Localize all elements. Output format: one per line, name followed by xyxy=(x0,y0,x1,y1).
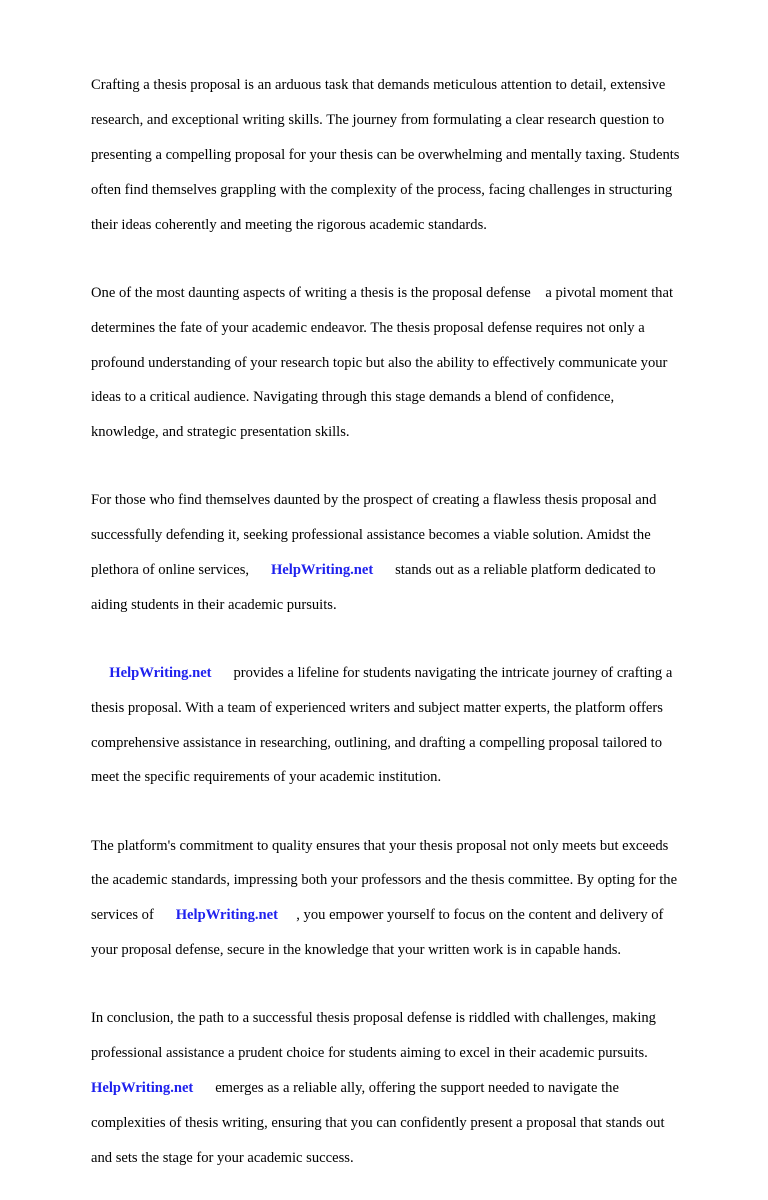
text-line: presenting a compelling proposal for your thesis can be overwhelming and mentally taxing. Students xyxy=(91,147,680,164)
text-line: In conclusion, the path to a successful thesis proposal defense is riddled with challenges, making xyxy=(91,1010,656,1027)
text-line: aiding students in their academic pursuits. xyxy=(91,596,337,613)
helpwriting-link[interactable]: HelpWriting.net xyxy=(109,665,212,681)
text-line: profound understanding of your research topic but also the ability to effectively communicate your xyxy=(91,354,668,371)
text-line: often find themselves grappling with the complexity of the process, facing challenges in structuring xyxy=(91,181,673,198)
helpwriting-link[interactable]: HelpWriting.net xyxy=(91,1079,194,1096)
document-body xyxy=(91,60,731,1200)
text-line: research, and exceptional writing skills. The journey from formulating a clear research question to xyxy=(91,112,665,129)
text-line-with-link xyxy=(91,562,731,579)
text-line: and sets the stage for your academic success. xyxy=(91,1149,354,1166)
helpwriting-link[interactable]: HelpWriting.net xyxy=(270,561,374,578)
text-line: professional assistance a prudent choice for students aiming to excel in their academic pursuits. xyxy=(91,1045,648,1062)
text-line: Crafting a thesis proposal is an arduous task that demands meticulous attention to detail, extensive xyxy=(91,77,666,94)
text-line: complexities of thesis writing, ensuring that you can confidently present a proposal that stands out xyxy=(91,1114,665,1131)
text-line: ideas to a critical audience. Navigating through this stage demands a blend of confidence, xyxy=(91,389,615,406)
text-segment: , you empower yourself to focus on the content and delivery of xyxy=(278,907,664,924)
text-segment xyxy=(91,665,109,681)
text-segment: provides a lifeline for students navigating the intricate journey of crafting a xyxy=(211,665,673,681)
paragraph-4 xyxy=(91,648,731,805)
helpwriting-link[interactable]: HelpWriting.net xyxy=(175,907,278,924)
text-line: determines the fate of your academic endeavor. The thesis proposal defense requires not only a xyxy=(91,319,645,336)
text-segment: emerges as a reliable ally, offering the support needed to navigate the xyxy=(193,1079,619,1096)
text-line: thesis proposal. With a team of experienced writers and subject matter experts, the platform offers xyxy=(91,699,663,716)
paragraph-5 xyxy=(91,820,731,977)
text-line: One of the most daunting aspects of writing a thesis is the proposal defense a pivotal moment that xyxy=(91,284,674,301)
paragraph-1 xyxy=(91,60,731,251)
text-line: comprehensive assistance in researching, outlining, and drafting a compelling proposal tailored to xyxy=(91,734,663,751)
text-line-with-link xyxy=(91,1080,731,1097)
text-line: knowledge, and strategic presentation skills. xyxy=(91,424,350,441)
text-line: The platform's commitment to quality ensures that your thesis proposal not only meets but exceeds xyxy=(91,837,669,854)
paragraph-6 xyxy=(91,993,731,1184)
text-line: your proposal defense, secure in the knowledge that your written work is in capable hands. xyxy=(91,942,622,959)
text-segment: stands out as a reliable platform dedicated to xyxy=(373,561,656,578)
text-line: For those who find themselves daunted by the prospect of creating a flawless thesis proposal and xyxy=(91,492,657,509)
text-line: meet the specific requirements of your academic institution. xyxy=(91,769,442,786)
paragraph-3 xyxy=(91,475,731,632)
paragraph-2 xyxy=(91,267,731,458)
text-line-with-link xyxy=(91,665,731,682)
text-line-with-link xyxy=(91,907,731,924)
text-line: successfully defending it, seeking professional assistance becomes a viable solution. Amidst the xyxy=(91,527,651,544)
text-segment: services of xyxy=(91,907,176,924)
text-line: the academic standards, impressing both your professors and the thesis committee. By opting for the xyxy=(91,872,678,889)
text-segment: plethora of online services, xyxy=(91,561,271,578)
text-line: their ideas coherently and meeting the rigorous academic standards. xyxy=(91,216,487,233)
